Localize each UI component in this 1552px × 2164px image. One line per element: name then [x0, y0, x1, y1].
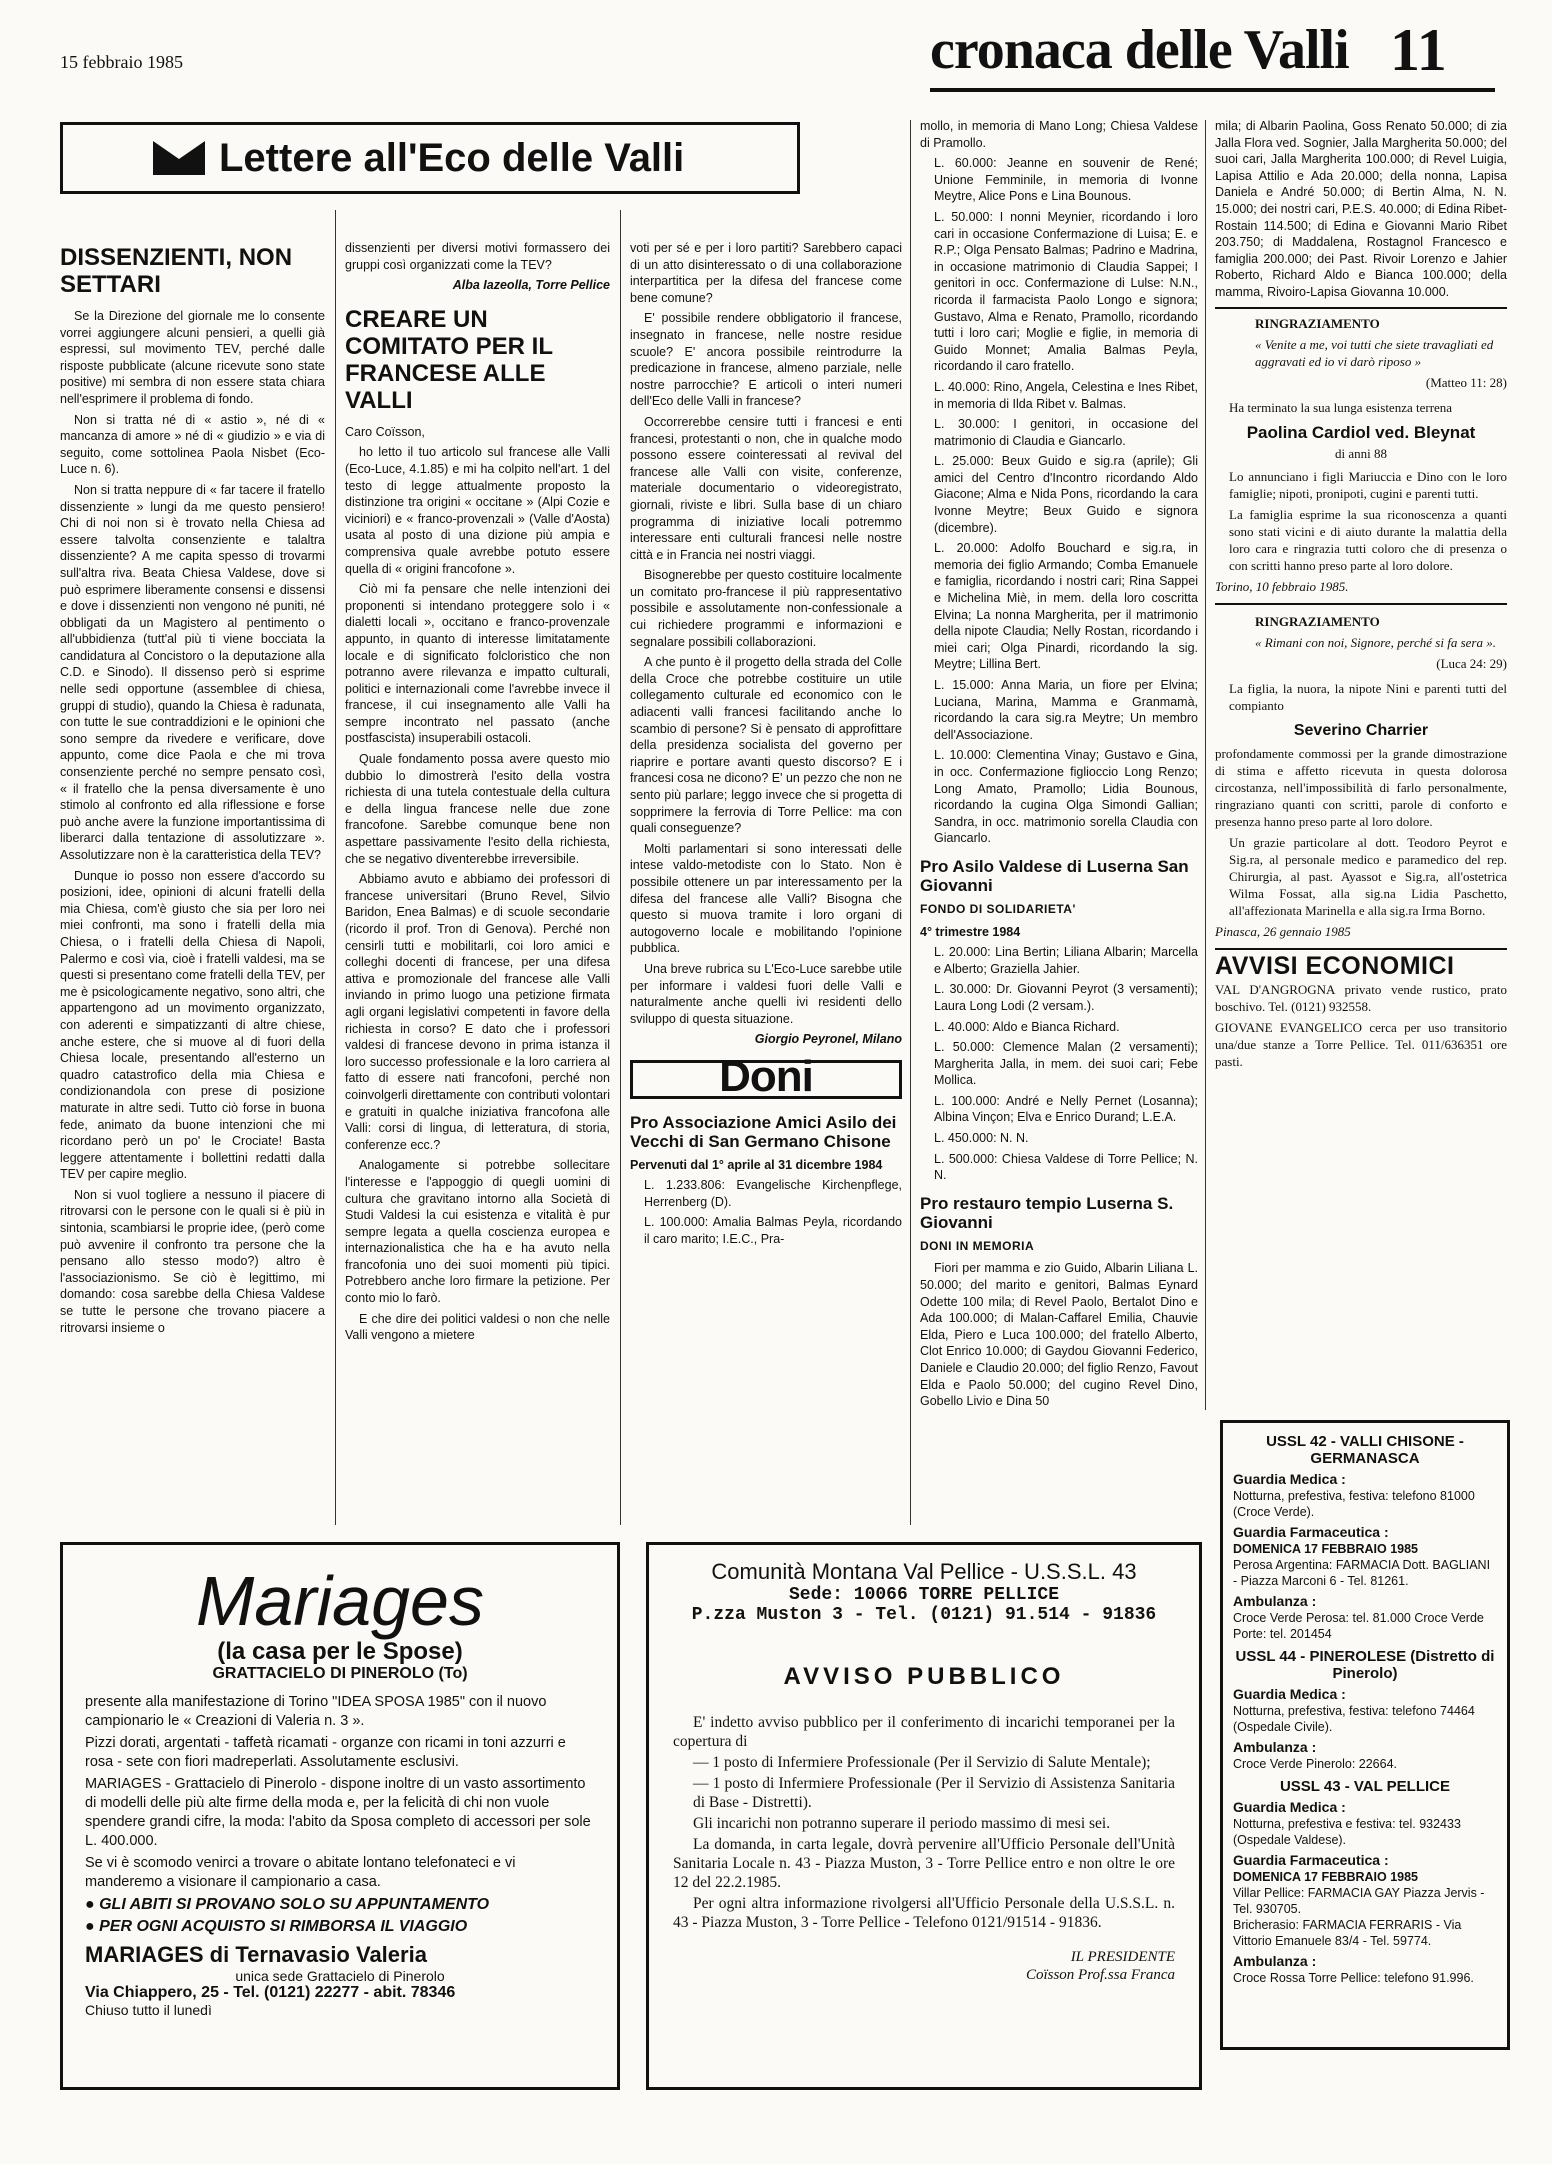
signature: Alba Iazeolla, Torre Pellice: [452, 278, 610, 293]
ussl-title: USSL 42 - VALLI CHISONE - GERMANASCA: [1266, 1433, 1464, 1467]
article-paragraph: Non si tratta neppure di « far tacere il fratello dissenziente » lungi da me questo pensiero! Chi di noi non si è trovato nella Chiesa ad essere talvolta consenziente e talaltra dissenziente? A me capita spesso di trovarmi sull'altra riva. Beata Chiesa Valdese, dove si può esprimere liberamente consensi e dissensi e dove i dissenzienti non vengono né puniti, né obbligati da un Magistero al pentimento o all'ubbidienza (tutt'al più ti viene bocciata la candidatura al Concistoro o la deputazione alla C.D. e Sinodo). Il dissenso però si esprime nelle sedi opportune (assemblee di chiesa, gruppi di studio), quando la Chiesa è radunata, con tutte le sue contraddizioni e le opinioni che sono sempre da rivedere e verificare, dove appunto, come dice Paola e che mi trova consenziente perché no sempre pensato così, « il fratello che la pensa diversamente è uno stimolo al confronto ed alla riflessione e forse può anche avere la funzione importantissima di liberarci dalla tentazione di assolutizzare ». Assolutizzare non è la caratteristica della TEV?: [60, 482, 325, 862]
ussl-subhead: Guardia Farmaceutica :: [1233, 1852, 1389, 1868]
ussl-subhead: Guardia Medica :: [1233, 1471, 1346, 1487]
doni-memoria-label: DONI IN MEMORIA: [920, 1238, 1035, 1253]
ad-subtitle: GRATTACIELO DI PINEROLO (To): [212, 1665, 468, 1682]
article-paragraph: Bisognerebbe per questo costituire localmente un comitato pro-francese il più rappresentativo possibile e assolutamente non-confessionale a cui richiedere programmi e informazioni e segnalare possibili collaborazioni.: [630, 568, 902, 649]
article-paragraph: Dunque io posso non essere d'accordo su posizioni, idee, opinioni di alcuni fratelli della mia Chiesa, com'è giusto che sia per loro nei miei confronti, ma sono i fratelli della mia Chiesa, o i fratelli della Chiesa di Napoli, Palermo e così via, cioè i fratelli valdesi, ma se questi si presentano come fratelli della TEV, per me è psicologicamente negativo, sono altri, che appartengono ad un movimento organizzato, con aderenti e simpatizzanti di altre chiese, anche estere, che si muove al di fuori della Chiesa locale, presentando all'esterno un quadro catastrofico della mia Chiesa e condizionandola con prese di posizione maturate in altre sedi. Tutto ciò forse in buona fede, animato da buone intenzioni che mi ricordano però un po' le Crociate! Basta leggere attentamente i bollettini redatti dalla TEV per capire meglio.: [60, 868, 325, 1182]
ussl-text: Notturna, prefestiva e festiva: tel. 932433 (Ospedale Valdese).: [1233, 1817, 1461, 1847]
trimestre-label: 4° trimestre 1984: [920, 924, 1021, 939]
ad-bullet: ● GLI ABITI SI PROVANO SOLO SU APPUNTAMENTO: [85, 1896, 490, 1913]
ussl-text: Bricherasio: FARMACIA FERRARIS - Via Vittorio Emanuele 83/4 - Tel. 59774.: [1233, 1918, 1462, 1948]
section-title: Pro Asilo Valdese di Luserna San Giovanni: [920, 856, 1189, 895]
donation-item: L. 50.000: I nonni Meynier, ricordando i loro cari in occasione Confermazione di Luisa; E. e R.P.; Olga Pensato Balmas; Padrino e Madrina, in occasione matrimonio di Claudia Sappei; I genitori in occ. Confermazione di Lulse: N.N., ricorda il farmacista Paolo Longo e signora; Gustavo, Alma e Renato, Pramollo, ricordando tutti i loro cari; Moglie e figlie, in memoria di Guido Monnet; Amalia Balmas Peyla, ricordando il caro fratello.: [934, 209, 1198, 374]
ussl-text: Croce Verde Perosa: tel. 81.000 Croce Verde Porte: tel. 201454: [1233, 1611, 1484, 1641]
divider: [1215, 948, 1507, 950]
bible-quote: « Rimani con noi, Signore, perché si fa sera ».: [1255, 634, 1496, 650]
ringraziamento-title: RINGRAZIAMENTO: [1255, 613, 1380, 629]
obituary-intro: Ha terminato la sua lunga esistenza terrena: [1229, 399, 1453, 415]
obituary-age: di anni 88: [1335, 445, 1387, 461]
obituary-name: Paolina Cardiol ved. Bleynat: [1246, 422, 1476, 442]
masthead: cronaca delle Valli: [930, 19, 1349, 81]
donation-item: L. 30.000: Dr. Giovanni Peyrot (3 versamenti); Laura Long Lodi (2 versam.).: [934, 982, 1198, 1013]
article-paragraph: voti per sé e per i loro partiti? Sarebbero capaci di un atto disinteressato o di una collaborazione interpartitica per la difesa del francese come bene comune?: [630, 241, 902, 305]
ussl-subhead: Guardia Farmaceutica :: [1233, 1524, 1389, 1540]
notice-address: P.zza Muston 3 - Tel. (0121) 91.514 - 91836: [691, 1605, 1157, 1625]
notice-item: — 1 posto di Infermiere Professionale (Per il Servizio di Assistenza Sanitaria di Base - Distretti).: [693, 1775, 1175, 1811]
ussl-subhead: Ambulanza :: [1233, 1593, 1317, 1609]
page-number: 11: [1390, 17, 1447, 83]
bible-quote: « Venite a me, voi tutti che siete travagliati ed aggravati ed io vi darò riposo »: [1255, 336, 1494, 369]
divider: [1215, 603, 1507, 605]
article-paragraph: Ciò mi fa pensare che nelle intenzioni dei proponenti si intendano proteggere solo i « dialetti locali », occitano e franco-provenzale appunto, in quanto di interesse limitatamente locale e di significato folcloristico che non potranno avere rilevanza e impatto culturali, politici e internazionali come l'avrebbe invece il francese, il cui insegnamento alle Valli ha sempre incontrato nel passato (anche postfascista) insuperabili ostacoli.: [345, 582, 610, 746]
fondo-label: FONDO DI SOLIDARIETA': [920, 901, 1076, 916]
doni-title: Doni: [630, 1060, 902, 1099]
column-3: [630, 240, 902, 1530]
donation-item: L. 60.000: Jeanne en souvenir de René; Unione Femminile, in memoria di Ivonne Meytre, Alice Pons e Lina Bounous.: [934, 156, 1198, 204]
obituary-text: Lo annunciano i figli Mariuccia e Dino con le loro famiglie; nipoti, pronipoti, cugini e parenti tutti.: [1229, 468, 1507, 501]
ussl-subhead: Guardia Medica :: [1233, 1686, 1346, 1702]
ad-subtitle: (la casa per le Spose): [217, 1638, 463, 1665]
ad-footer: MARIAGES di Ternavasio Valeria: [85, 1942, 427, 1967]
banner-title: Lettere all'Eco delle Valli: [219, 135, 685, 180]
notice-title: AVVISO PUBBLICO: [783, 1663, 1065, 1690]
ad-text: presente alla manifestazione di Torino "IDEA SPOSA 1985" con il nuovo campionario le « Creazioni di Valeria n. 3 ».: [85, 1694, 547, 1729]
bible-ref: (Matteo 11: 28): [1425, 374, 1507, 390]
classified-ad: GIOVANE EVANGELICO cerca per uso transitorio una/due stanze a Torre Pellice. Tel. 011/636351 ore pasti.: [1215, 1019, 1507, 1069]
obituary-text: La famiglia esprime la sua riconoscenza a quanti sono stati vicini e di aiuto durante la malattia della loro cara e ringrazia tutti coloro che di presenza o con scritti hanno preso parte al loro dolore.: [1229, 506, 1507, 573]
ad-text: Se vi è scomodo venirci a trovare o abitate lontano telefonateci e vi manderemo a visionare il campionario a casa.: [85, 1855, 516, 1890]
notice-text: E' indetto avviso pubblico per il conferimento di incarichi temporanei per la copertura di: [673, 1714, 1175, 1750]
obituary-place: Torino, 10 febbraio 1985.: [1215, 578, 1349, 594]
notice-signature-name: Coïsson Prof.ssa Franca: [1025, 1967, 1175, 1983]
article-paragraph: Non si vuol togliere a nessuno il piacere di ritrovarsi con le persone con le quali si è più in sintonia, scambiarsi le proprie idee, (però come può avvenire il confronto tra persone che la pensano allo stesso modo?) altro è l'associazionismo. Se ciò è legittimo, mi domando: cosa sarebbe della Chiesa Valdese se tutte le persone che trovano piacere a ritrovarsi insieme o: [60, 1187, 325, 1335]
article-paragraph: A che punto è il progetto della strada del Colle della Croce che potrebbe costituire un utile collegamento culturale ed economico con le adiacenti valli francesi facilitando anche lo scambio di persone? Si è pensato di approfittare della presidenza socialista del governo per riaprire e portare avanti questo discorso? E i francesi cosa ne dicono? E' un pezzo che non ne sento più parlare; leggo invece che si progetta di sopprimere la ferrovia di Torre Pellice: ma con quali conseguenze?: [630, 655, 902, 836]
section-title: Pro restauro tempio Luserna S. Giovanni: [920, 1193, 1174, 1232]
article-paragraph: ho letto il tuo articolo sul francese alle Valli (Eco-Luce, 4.1.85) e mi ha colpito nell'art. 1 del testo di legge attualmente proposto la distinzione tra origini « occitane » (Alpi Cozie e viciniori) e « franco-provenzali » (Valle d'Aosta) usata al posto di una dizione più ampia e comprensiva quale avrebbe potuto essere quella di « origini francofone ».: [345, 445, 610, 576]
article-paragraph: Quale fondamento possa avere questo mio dubbio lo dimostrerà l'esito della vostra richiesta di una tutela contestuale della cultura e della lingua francese nelle due zone francofone. Sarebbe comunque bene non aspettare passivamente l'esito della richiesta, che se negativo diventerebbe irreversibile.: [345, 752, 610, 866]
ussl-box: [1220, 1420, 1510, 2050]
ussl-text: Villar Pellice: FARMACIA GAY Piazza Jervis - Tel. 930705.: [1233, 1886, 1485, 1916]
ussl-text: Notturna, prefestiva, festiva: telefono 81000 (Croce Verde).: [1233, 1489, 1475, 1519]
notice-text: Gli incarichi non potranno superare il periodo massimo di mesi sei.: [693, 1815, 1111, 1832]
article-paragraph: Una breve rubrica su L'Eco-Luce sarebbe utile per informare i valdesi fuori delle Valli e naturalmente anche quelli ivi residenti dello sviluppo di questa situazione.: [630, 961, 902, 1026]
article-paragraph: dissenzienti per diversi motivi formassero dei gruppi così organizzati come la TEV?: [345, 241, 610, 272]
issue-date: 15 febbraio 1985: [60, 52, 183, 72]
ad-text: Pizzi dorati, argentati - taffetà ricamati - organze con ricami in toni azzurri e rosa - sete con fiori madreperlati. Assolutamente esclusivi.: [85, 1735, 566, 1770]
salutation: Caro Coïsson,: [345, 424, 425, 439]
donation-item: L. 10.000: Clementina Vinay; Gustavo e Gina, in occ. Confermazione figlioccio Long Renzo; Long Amato, Pramollo; Lidia Bounous, ricordando la cugina Olga Simondi Gallian; Sandra, in occ. matrimonio sorella Claudia con Giancarlo.: [934, 748, 1198, 846]
ussl-title: USSL 44 - PINEROLESE (Distretto di Pinerolo): [1235, 1648, 1495, 1682]
article-paragraph: Non si tratta né di « astio », né di « mancanza di amore » né di « giudizio » e via di seguito, come sottolinea Paola Nisbet (Eco-Luce n. 6).: [60, 412, 325, 477]
notice-item: — 1 posto di Infermiere Professionale (Per il Servizio di Salute Mentale);: [693, 1754, 1151, 1771]
donation-item: L. 50.000: Clemence Malan (2 versamenti); Margherita Jalla, in mem. dei suoi cari; Febe Mollica.: [934, 1040, 1198, 1088]
ad-footer-sub: unica sede Grattacielo di Pinerolo: [235, 1968, 445, 1984]
article-paragraph: E' possibile rendere obbligatorio il francese, insegnato in francese, nelle nostre residue scuole? E' ancora possibile reintrodurre la predicazione in francese, almeno parziale, nelle nostre parrocchie? E articoli o interi numeri dell'Eco delle Valli in francese?: [630, 311, 902, 409]
article-paragraph: Se la Direzione del giornale me lo consente vorrei aggiungere alcuni pensieri, a quelli già espressi, sul movimento TEV, perché dalle risposte pubblicate (alcune ricevute sono state positive) mi sembra di non essere stata chiara nell'esprimere il problema di fondo.: [60, 309, 325, 406]
article-paragraph: E che dire dei politici valdesi o non che nelle Valli vengono a mietere: [345, 1311, 610, 1343]
donation-item: L. 15.000: Anna Maria, un fiore per Elvina; Luciana, Marina, Mamma e Granmamà, ricordando la cara sig.ra Meytre; Un membro dell'Associazione.: [934, 678, 1198, 742]
column-rule: [910, 120, 911, 1525]
article-paragraph: Molti parlamentari si sono interessati delle intese valdo-metodiste con lo Stato. Non è possibile ottenere un par interessamento per la difesa del francese alle Valli? Bisogna che questo si muova tramite i loro organi di autogoverno locale e mobilitando l'opinione pubblica.: [630, 841, 902, 956]
ussl-date: DOMENICA 17 FEBBRAIO 1985: [1233, 1870, 1418, 1884]
notice-text: La domanda, in carta legale, dovrà pervenire all'Ufficio Personale dell'Unità Sanitaria Locale n. 43 - Piazza Muston, 3 - Torre Pellice entro e non oltre le ore 12 del 22.2.1985.: [673, 1836, 1175, 1891]
avvisi-title: AVVISI ECONOMICI: [1215, 951, 1455, 980]
ad-bullet: ● PER OGNI ACQUISTO SI RIMBORSA IL VIAGGIO: [85, 1918, 468, 1935]
ussl-subhead: Ambulanza :: [1233, 1739, 1317, 1755]
ussl-text: Perosa Argentina: FARMACIA Dott. BAGLIANI - Piazza Marconi 6 - Tel. 81261.: [1233, 1558, 1491, 1588]
ad-address: Via Chiappero, 25 - Tel. (0121) 22277 - abit. 78346: [85, 1984, 456, 2001]
ad-closed: Chiuso tutto il lunedì: [85, 2002, 212, 2018]
donation-item: L. 500.000: Chiesa Valdese di Torre Pellice; N. N.: [934, 1151, 1198, 1183]
notice-org: Comunità Montana Val Pellice - U.S.S.L. 43: [711, 1559, 1137, 1584]
notice-text: Per ogni altra informazione rivolgersi all'Ufficio Personale della U.S.S.L. n. 43 - Piazza Muston, 3 - Torre Pellice - Telefono 0121/91514 - 91836.: [673, 1895, 1175, 1931]
column-2: [345, 240, 610, 1530]
obituary-name: Severino Charrier: [1293, 721, 1429, 739]
letters-banner: [60, 122, 800, 194]
headline-francese: CREARE UN COMITATO PER IL FRANCESE ALLE VALLI: [345, 305, 553, 414]
headline-dissenzienti: DISSENZIENTI, NON SETTARI: [60, 244, 293, 298]
donation-text: Fiori per mamma e zio Guido, Albarin Liliana L. 50.000; del marito e genitori, Balmas Eynard Odette 100 mila; di Revel Paolo, Bertalot Dino e Ada 100.000; di Malan-Caffarel Emilia, Chauvie Elda, Piero e Luca 100.000; del fratello Alberto, Clot Enrico 10.000; di Gaydou Giovanni Federico, Daniele e Claudio 20.000; del figlio Renzo, Favout Elda e Paolo 50.000; del cugino Revel Dino, Gobello Livio e Dina 50: [920, 1261, 1198, 1409]
ussl-date: DOMENICA 17 FEBBRAIO 1985: [1233, 1542, 1418, 1556]
article-paragraph: Abbiamo avuto e abbiamo dei professori di francese universitari (Bruno Revel, Silvio Baridon, Enea Balmas) e di scuole secondarie (ricordo il prof. Tron di Genova). Perché non censirli tutti e mobilitarli, coi loro amici e colleghi docenti di francese, per una difesa attiva e promozionale del francese alle Valli inviando in primo luogo una petizione firmata agli organi legislativi competenti in favore della richiesta in corso? E dato che i professori valdesi di francese devono in prima istanza il loro successo professionale e la loro carriera al fatto di essere nati francofoni, perché non coinvolgerli direttamente con contributi volontari e gratuiti in qualche iniziativa francofona alle Valli: corsi di lingua, di letteratura, di storia, conferenze ecc.?: [345, 872, 610, 1152]
article-paragraph: Occorrerebbe censire tutti i francesi e enti francesi, protestanti o non, che in qualche modo possono essere cointeressati al revival del francese alle Valli con visite, conferenze, materiale documentario o videoregistrato, giornali, riviste e libri. Sulla base di un chiaro programma di iniziative locali potremmo interessare enti culturali francesi nelle nostre città e in Francia nei nostri viaggi.: [630, 414, 902, 562]
column-1: [60, 240, 325, 1530]
ussl-title: USSL 43 - VAL PELLICE: [1279, 1778, 1451, 1795]
section-title: Pro Associazione Amici Asilo dei Vecchi di San Germano Chisone: [630, 1112, 897, 1151]
column-rule: [620, 210, 621, 1525]
ad-bullet-text: GLI ABITI SI PROVANO SOLO SU APPUNTAMENTO: [99, 1896, 490, 1913]
donation-item: L. 20.000: Adolfo Bouchard e sig.ra, in memoria dei figlio Armando; Comba Emanuele e famiglia, ricordando i nostri cari; Rina Sappei e Michelina Miè, in mem. della loro coscritta Elvina; La nonna Margherita, per il matrimonio della nipote Claudia; Nelly Rostan, ricordando i miei cari; Olga Pinardi, ricordando la sig. Meytre; Lillina Bert.: [934, 541, 1198, 672]
divider: [1215, 307, 1507, 309]
ussl-text: Croce Rossa Torre Pellice: telefono 91.996.: [1233, 1971, 1474, 1985]
obituary-text: profondamente commossi per la grande dimostrazione di stima e affetto ricevuta in questa dolorosa circostanza, nell'impossibilità di farlo personalmente, ringraziano quanti con scritti, parole di conforto e presenza hanno preso parte al loro dolore.: [1215, 745, 1507, 829]
column-4: [920, 118, 1198, 1530]
bible-ref: (Luca 24: 29): [1436, 655, 1507, 671]
column-rule: [335, 210, 336, 1525]
ussl-subhead: Ambulanza :: [1233, 1953, 1317, 1969]
envelope-icon: [153, 141, 205, 175]
column-rule: [1205, 120, 1206, 1410]
donation-item: L. 20.000: Lina Bertin; Liliana Albarin; Marcella e Alberto; Graziella Jahier.: [934, 945, 1198, 976]
public-notice: [646, 1542, 1202, 2090]
obituary-text: Un grazie particolare al dott. Teodoro Peyrot e Sig.ra, al personale medico e paramedico del rep. Chirurgia, al past. Ayassot e Sig.ra, all'ostetrica Wilma Fossat, alla sig.na Lidia Paschetto, all'affezionata Marinella e alla sig.ra Irma Borno.: [1229, 834, 1507, 918]
obituary-intro: La figlia, la nuora, la nipote Nini e parenti tutti del compianto: [1229, 680, 1507, 713]
signature: Giorgio Peyronel, Milano: [754, 1032, 902, 1047]
donation-item: L. 450.000: N. N.: [934, 1131, 1029, 1146]
mariages-ad: [60, 1542, 620, 2090]
obituary-place: Pinasca, 26 gennaio 1985: [1215, 923, 1351, 939]
article-paragraph: Analogamente si potrebbe sollecitare l'interesse e l'appoggio di quegli uomini di cultura che gravitano intorno alla Società di Studi Valdesi la cui esistenza e vitalità è pur sempre legata a quella coscienza europea e internazionalistica che ha e ha avuto nella francofonia uno dei suoi momenti più tipici. Potrebbero anche loro firmare la petizione. Per conto mio lo farò.: [345, 1158, 610, 1306]
masthead-rule: [930, 88, 1495, 92]
classified-ad: VAL D'ANGROGNA privato vende rustico, prato boschivo. Tel. (0121) 932558.: [1215, 981, 1507, 1014]
ad-title: Mariages: [196, 1562, 484, 1640]
ussl-subhead: Guardia Medica :: [1233, 1799, 1346, 1815]
donation-item: L. 40.000: Aldo e Bianca Richard.: [934, 1019, 1120, 1034]
donation-item: L. 30.000: I genitori, in occasione del matrimonio di Claudia e Giancarlo.: [934, 417, 1198, 448]
donation-item: mollo, in memoria di Mano Long; Chiesa Valdese di Pramollo.: [920, 119, 1198, 150]
donation-item: L. 1.233.806: Evangelische Kirchenpflege, Herrenberg (D).: [644, 1178, 902, 1209]
donation-item: L. 100.000: Amalia Balmas Peyla, ricordando il caro marito; I.E.C., Pra-: [644, 1215, 902, 1246]
donation-text: mila; di Albarin Paolina, Goss Renato 50.000; di zia Jalla Flora ved. Sognier, Jalla Margherita 50.000; del suoi cari, Jalla Margherita 100.000; di Revel Luigia, Lapisa Attilio e Ada 20.000; della nonna, Lapisa Daniela e André 50.000; di Bertin Alma, N. N. 15.000; dei nostri cari, P.E.S. 40.000; di Edina Ribet-Rostain 114.500; di Edina e Giovanni Mario Ribet 203.750; di Maddalena, Rostagnol Francesco e famiglia 200.000; dei Past. Rivoir Lorenzo e Jahier Roberto, Richard Aldo e Bianca 100.000; della mamma, Rivoiro-Lapisa Giovanna 10.000.: [1215, 119, 1507, 299]
donation-item: L. 25.000: Beux Guido e sig.ra (aprile); Gli amici del Centro d'Incontro ricordando Aldo Giacone; Alma e Nida Pons, ricordando la cara Ivonne Meytre; Beux Guido e signora (dicembre).: [934, 454, 1198, 535]
ad-text: MARIAGES - Grattacielo di Pinerolo - dispone inoltre di un vasto assortimento di modelli delle più alte firme della moda e, per la felicità di chi non vuole spendere grandi cifre, la moda: l'abito da Sposa completo di accessori per sole L. 400.000.: [85, 1776, 591, 1849]
ad-bullet-text: PER OGNI ACQUISTO SI RIMBORSA IL VIAGGIO: [99, 1918, 468, 1935]
donation-item: L. 40.000: Rino, Angela, Celestina e Ines Ribet, in memoria di Ilda Ribet v. Balmas.: [934, 379, 1198, 411]
column-5: [1215, 118, 1507, 1413]
ringraziamento-title: RINGRAZIAMENTO: [1255, 315, 1380, 331]
notice-signature-role: IL PRESIDENTE: [1070, 1949, 1175, 1965]
section-period: Pervenuti dal 1° aprile al 31 dicembre 1984: [630, 1157, 883, 1172]
donation-item: L. 100.000: André e Nelly Pernet (Losanna); Albina Vinçon; Elva e Enrico Durand; L.E.A.: [934, 1093, 1198, 1125]
ussl-text: Notturna, prefestiva, festiva: telefono 74464 (Ospedale Civile).: [1233, 1704, 1475, 1734]
notice-sede: Sede: 10066 TORRE PELLICE: [788, 1585, 1060, 1605]
ussl-text: Croce Verde Pinerolo: 22664.: [1233, 1757, 1397, 1771]
